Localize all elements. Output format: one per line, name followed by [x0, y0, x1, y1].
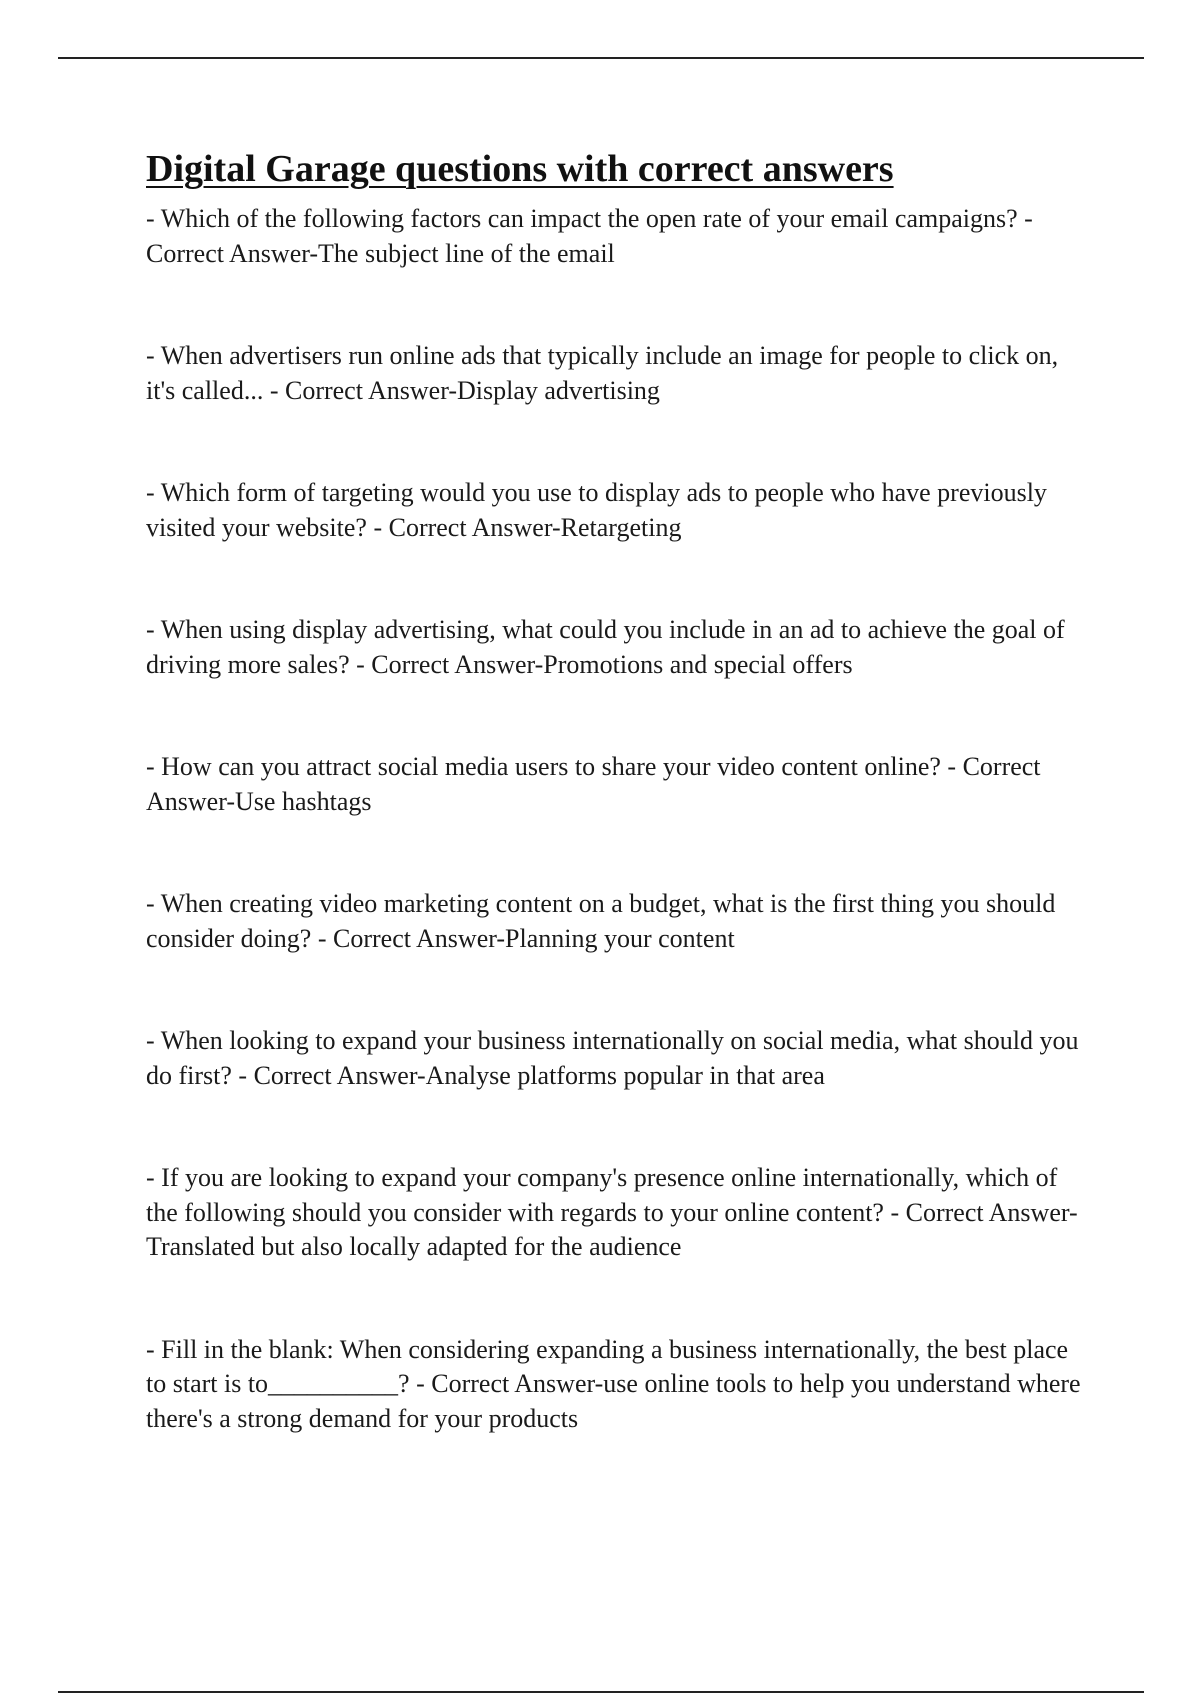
qa-item: - When looking to expand your business internationally on social media, what should you do first? - Correct Answer-Analyse platforms popular in that area	[146, 1026, 1079, 1090]
footer-rule	[58, 1691, 1144, 1693]
qa-item: - Which of the following factors can impact the open rate of your email campaigns? - Correct Answer-The subject line of the email	[146, 204, 1033, 268]
page-title: Digital Garage questions with correct answers	[146, 148, 894, 190]
document-body	[146, 146, 1086, 1436]
qa-list	[146, 202, 1086, 1436]
qa-item: - When advertisers run online ads that typically include an image for people to click on, it's called... - Correct Answer-Display advertising	[146, 341, 1059, 405]
header-rule	[58, 57, 1144, 59]
qa-item: - Which form of targeting would you use to display ads to people who have previously visited your website? - Correct Answer-Retargeting	[146, 478, 1047, 542]
qa-item: - When using display advertising, what could you include in an ad to achieve the goal of driving more sales? - Correct Answer-Promotions and special offers	[146, 615, 1065, 679]
qa-item: - If you are looking to expand your company's presence online internationally, which of the following should you consider with regards to your online content? - Correct Answer-Translated but also locally adapted for the audience	[146, 1163, 1078, 1261]
qa-item: - Fill in the blank: When considering expanding a business internationally, the best place to start is to__________? - Correct Answer-use online tools to help you understand where there's a strong demand for your products	[146, 1334, 1081, 1433]
qa-item: - When creating video marketing content on a budget, what is the first thing you should consider doing? - Correct Answer-Planning your content	[146, 889, 1056, 953]
qa-item: - How can you attract social media users to share your video content online? - Correct Answer-Use hashtags	[146, 752, 1041, 816]
